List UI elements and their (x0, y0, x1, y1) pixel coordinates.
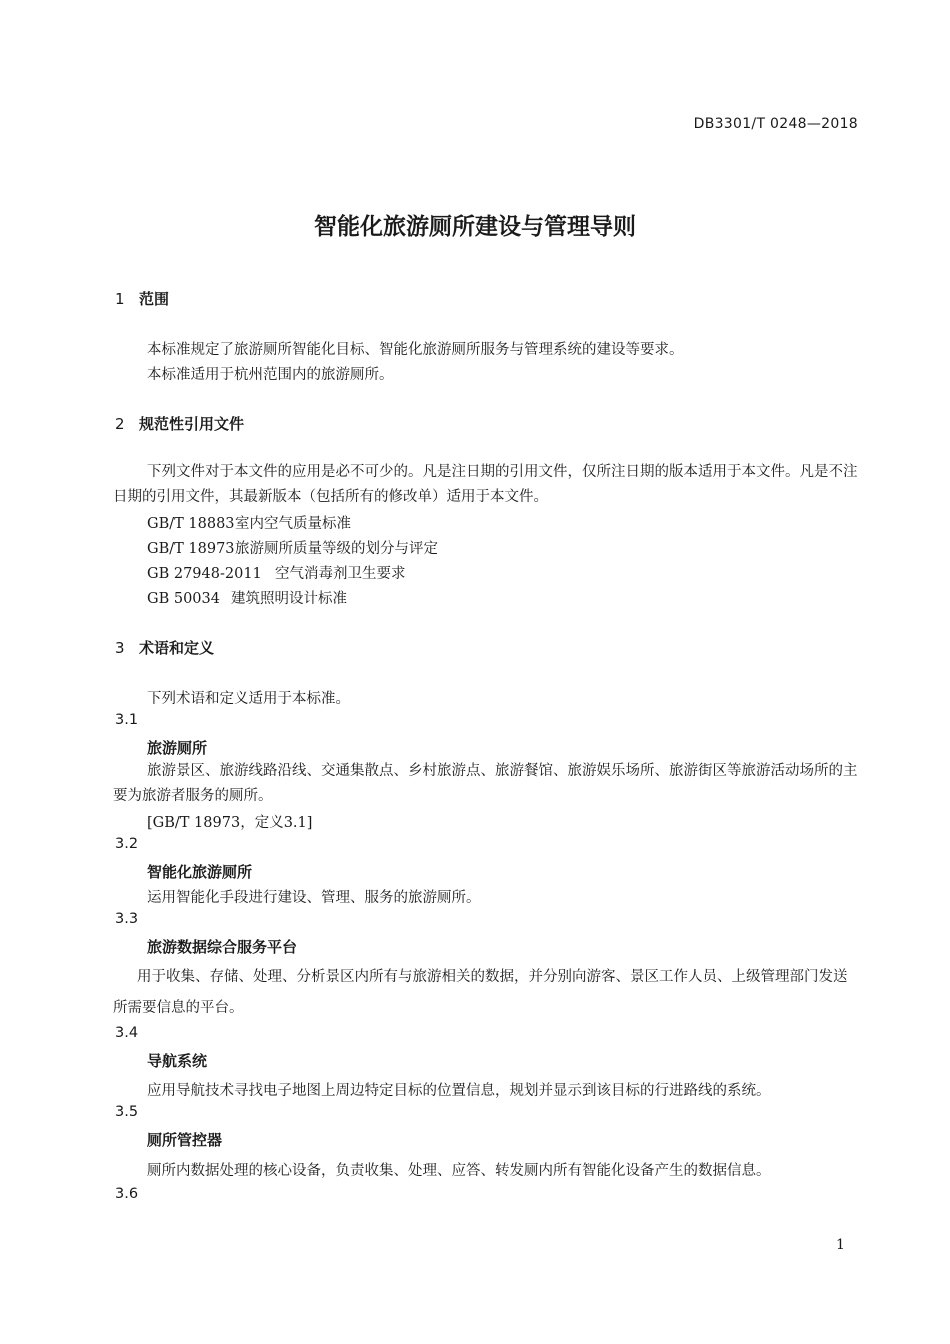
reference-title: 空气消毒剂卫生要求 (275, 566, 406, 582)
section-2-heading (115, 413, 244, 434)
reference-item (147, 562, 406, 583)
term-definition: 用于收集、存储、处理、分析景区内所有与旅游相关的数据，并分别向游客、景区工作人员、上级管理部门发送所需要信息的平台。 (113, 969, 848, 1016)
term-title: 旅游数据综合服务平台 (147, 938, 298, 956)
term-number: 3.1 (115, 712, 139, 728)
term-title: 旅游厕所 (147, 739, 208, 757)
term-definition: 应用导航技术寻找电子地图上周边特定目标的位置信息，规划并显示到该目标的行进路线的系统。 (147, 1083, 771, 1099)
section-3-heading (115, 637, 214, 658)
section-1-heading (115, 288, 169, 309)
paragraph: 本标准规定了旅游厕所智能化目标、智能化旅游厕所服务与管理系统的建设等要求。 (147, 342, 684, 358)
section-number: 2 (115, 415, 125, 433)
paragraph: 本标准适用于杭州范围内的旅游厕所。 (147, 367, 394, 383)
section-title: 范围 (139, 290, 170, 308)
section-title: 术语和定义 (139, 639, 215, 657)
term-number: 3.6 (115, 1186, 139, 1202)
paragraph: 下列文件对于本文件的应用是必不可少的。凡是注日期的引用文件，仅所注日期的版本适用于本文件。凡是不注日期的引用文件，其最新版本（包括所有的修改单）适用于本文件。 (113, 464, 858, 505)
term-title: 导航系统 (147, 1052, 208, 1070)
term-number: 3.3 (115, 911, 139, 927)
standard-code: DB3301/T 0248—2018 (693, 116, 858, 132)
term-definition: 旅游景区、旅游线路沿线、交通集散点、乡村旅游点、旅游餐馆、旅游娱乐场所、旅游街区等旅游活动场所的主要为旅游者服务的厕所。 (113, 763, 858, 804)
reference-item (147, 512, 351, 533)
reference-code: GB/T 18883 (147, 516, 235, 532)
reference-code: GB/T 18973 (147, 541, 235, 557)
page-title: 智能化旅游厕所建设与管理导则 (314, 214, 636, 240)
term-number: 3.4 (115, 1025, 139, 1041)
reference-code: GB 27948-2011 (147, 566, 262, 582)
term-definition: 厕所内数据处理的核心设备，负责收集、处理、应答、转发厕内所有智能化设备产生的数据信息。 (147, 1163, 771, 1179)
reference-title: 室内空气质量标准 (235, 516, 351, 532)
term-title: 厕所管控器 (147, 1131, 223, 1149)
reference-item (147, 587, 347, 608)
reference-code: GB 50034 (147, 591, 220, 607)
term-number: 3.2 (115, 836, 139, 852)
term-definition: 运用智能化手段进行建设、管理、服务的旅游厕所。 (147, 890, 481, 906)
section-number: 3 (115, 639, 125, 657)
term-number: 3.5 (115, 1104, 139, 1120)
term-source: [GB/T 18973，定义3.1] (147, 815, 313, 831)
reference-title: 建筑照明设计标准 (231, 591, 347, 607)
page-number: 1 (836, 1237, 845, 1253)
paragraph: 下列术语和定义适用于本标准。 (147, 691, 350, 707)
reference-item (147, 537, 438, 558)
reference-title: 旅游厕所质量等级的划分与评定 (235, 541, 438, 557)
section-title: 规范性引用文件 (139, 415, 245, 433)
term-title: 智能化旅游厕所 (147, 863, 253, 881)
section-number: 1 (115, 290, 125, 308)
